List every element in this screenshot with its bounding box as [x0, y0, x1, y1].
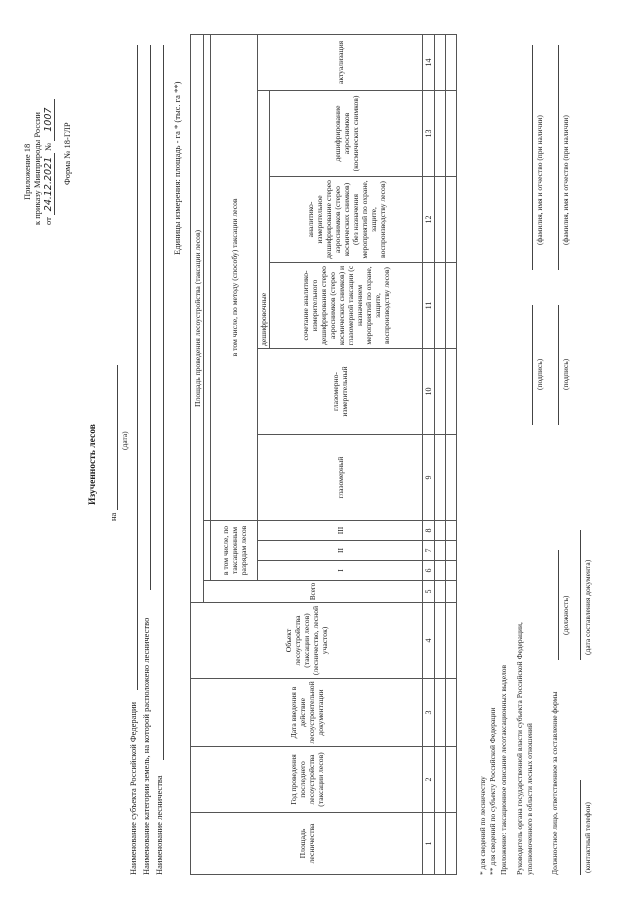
appendix-date: 24.12.2021 [44, 153, 55, 215]
col-num-8: 8 [423, 521, 435, 541]
field-category-line [150, 45, 151, 590]
head-fio-caption: (фамилия, имя и отчество (при наличии) [535, 115, 544, 245]
col-num-5: 5 [423, 581, 435, 603]
responsible-label: Должностное лицо, ответственное за составление формы [550, 691, 559, 875]
doc-date-caption: (дата составления документа) [583, 559, 592, 655]
col-num-14: 14 [423, 34, 435, 90]
units-note: Единицы измерения: площадь - га * (тыс. га **) [172, 81, 182, 255]
col-num-7: 7 [423, 541, 435, 561]
header-analit: аналитико-измерительное дешифрирование стерео аэроснимков (стерео космических снимков) (без назначения мероприятий по охране, защите, воспроизводству лесов) [270, 177, 423, 263]
col-num-1: 1 [423, 813, 435, 875]
header-total: Всего [204, 581, 423, 603]
col-num-12: 12 [423, 177, 435, 263]
header-glazom-izm: глазомерно-измерительный [258, 349, 423, 435]
date-prefix: от [43, 217, 53, 225]
appendix-date-line [43, 45, 55, 225]
field-forestry: Наименование лесничества [154, 775, 164, 875]
header-rank-3: III [258, 521, 423, 541]
appendix-number: 1007 [44, 99, 55, 141]
doc-date-line [580, 530, 581, 660]
field-category: Наименование категории земель, на которой расположено лесничество [141, 617, 151, 875]
header-date-effect: Дата введения в действие лесоустроительной документации [191, 679, 423, 747]
col-num-3: 3 [423, 679, 435, 747]
field-forestry-line [163, 45, 164, 760]
position-line [558, 550, 559, 660]
header-by-method: в том числе, по методу (способу) таксации лесов [211, 34, 258, 520]
resp-signature-caption: (подпись) [561, 358, 570, 390]
header-rank-2: II [258, 541, 423, 561]
form-page [0, 5, 640, 905]
table-row [446, 34, 457, 874]
header-deshifr-aero: дешифрирование аэроснимков (космических снимков) [270, 91, 423, 177]
header-empty-ranks [204, 521, 211, 581]
header-area-forestry: Площадь лесничества [191, 813, 423, 875]
head-line1: Руководитель органа государственной власти субъекта Российской Федерации, [515, 622, 524, 875]
field-subject-line [137, 45, 138, 690]
page-title: Изученность лесов [88, 424, 98, 505]
note-2: ** для сведений по субъекту Российской Федерации [488, 707, 497, 875]
date-caption: (дата) [120, 431, 129, 450]
contact-line [580, 780, 581, 875]
col-num-4: 4 [423, 603, 435, 679]
col-num-13: 13 [423, 91, 435, 177]
contact-caption: (контактный телефон) [583, 802, 592, 873]
column-numbers-row [423, 34, 435, 874]
header-combo: сочетание аналитико-измерительного дешифрирования стерео аэроснимков (стерео космических снимков) и глазомерной таксации (с назначением мероприятий по охране, защите, воспроизводству лесов) [270, 263, 423, 349]
header-actual: актуализация [258, 34, 423, 90]
header-object: Объект лесоустройства (таксации лесов) (лесничество, лесной участок) [191, 603, 423, 679]
forest-study-table [190, 34, 457, 875]
head-fio-line [532, 45, 533, 270]
header-year-last: Год проведения последнего лесоустройства (таксации лесов) [191, 747, 423, 813]
header-glazom: глазомерный [258, 435, 423, 521]
header-empty-methods [204, 34, 211, 520]
col-num-11: 11 [423, 263, 435, 349]
resp-fio-caption: (фамилия, имя и отчество (при наличии) [561, 115, 570, 245]
header-area-done: Площадь проведения лесоустройства (таксации лесов) [191, 34, 204, 602]
table-row [435, 34, 446, 874]
position-caption: (должность) [561, 595, 570, 635]
head-signature-caption: (подпись) [535, 358, 544, 390]
header-rank-1: I [258, 561, 423, 581]
note-3: Приложение: таксационное описание лесотаксационных выделов [499, 664, 508, 875]
col-num-10: 10 [423, 349, 435, 435]
resp-fio-line [558, 45, 559, 270]
field-subject: Наименование субъекта Российской Федерации [128, 701, 138, 875]
header-by-ranks: в том числе, по таксационным разрядам лесов [211, 521, 258, 581]
number-prefix: № [43, 142, 53, 151]
col-num-2: 2 [423, 747, 435, 813]
resp-signature-line [558, 305, 559, 425]
head-signature-line [532, 305, 533, 425]
note-1: * для сведений по лесничеству [478, 776, 487, 875]
title-on-prefix: на [108, 512, 118, 521]
col-num-9: 9 [423, 435, 435, 521]
date-line [117, 365, 118, 510]
appendix-line1: Приложение 18 [22, 143, 32, 200]
col-num-6: 6 [423, 561, 435, 581]
head-line2: уполномоченного в области лесных отношений [525, 723, 534, 875]
header-deshifr: дешифровочные [258, 91, 270, 349]
form-label: Форма № 18-ГЛР [62, 122, 72, 185]
appendix-line2: к приказу Минприроды России [32, 112, 42, 225]
